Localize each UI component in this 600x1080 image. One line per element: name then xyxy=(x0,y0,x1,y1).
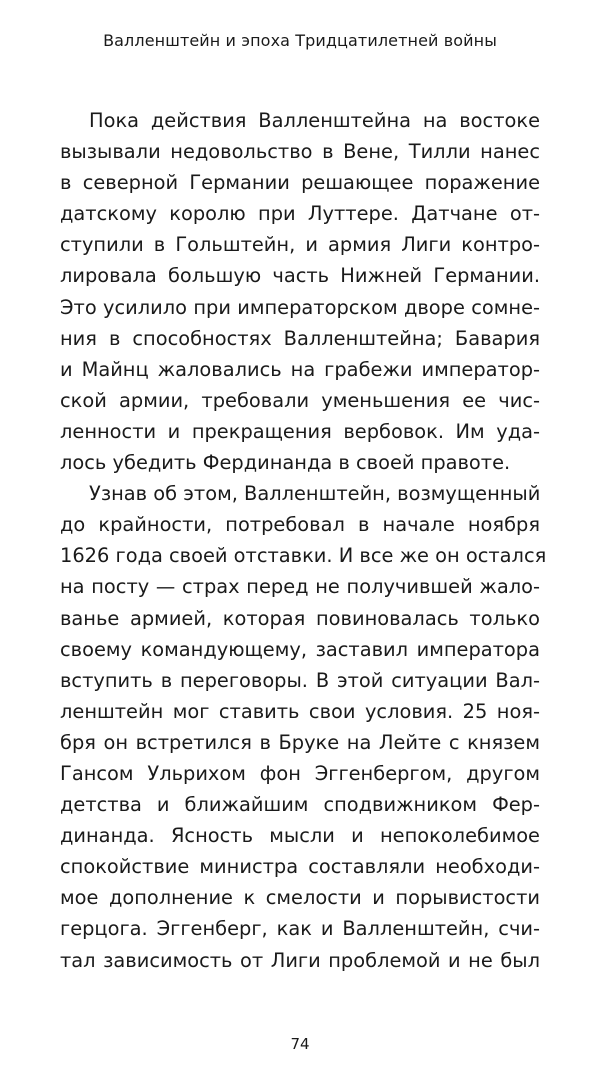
text-line: Это усилило при императорском дворе сомне- xyxy=(60,295,540,319)
text-line: до крайности, потребовал в начале ноября xyxy=(60,513,540,537)
text-line: ской армии, требовали уменьшения ее чис- xyxy=(60,388,540,412)
page-number: 74 xyxy=(290,1035,310,1053)
text-line: тал зависимость от Лиги проблемой и не был xyxy=(60,948,540,972)
text-line: ванье армией, которая повиновалась только xyxy=(60,606,540,630)
text-line: Пока действия Валленштейна на востоке xyxy=(89,109,540,132)
text-line: герцога. Эггенберг, как и Валленштейн, счи- xyxy=(60,917,540,941)
paragraph-1 xyxy=(60,105,540,478)
text-line: вступить в переговоры. В этой ситуации Вал- xyxy=(60,668,540,692)
text-line: бря он встретился в Бруке на Лейте с князем xyxy=(60,730,540,754)
text-line: Гансом Ульрихом фон Эггенбергом, другом xyxy=(60,761,540,785)
text-line: 1626 года своей отставки. И все же он остался xyxy=(60,544,547,568)
text-line: на посту — страх перед не получившей жало- xyxy=(60,575,540,599)
text-line: в северной Германии решающее поражение xyxy=(60,171,540,195)
text-line: ступили в Гольштейн, и армия Лиги контро- xyxy=(60,233,540,257)
text-line: детства и ближайшим сподвижником Фер- xyxy=(60,793,540,817)
text-line: Узнав об этом, Валленштейн, возмущенный xyxy=(89,482,541,506)
text-line: вызывали недовольство в Вене, Тилли нанес xyxy=(60,140,540,164)
paragraph-2 xyxy=(60,478,547,976)
text-line: ленштейн мог ставить свои условия. 25 ноя- xyxy=(60,699,540,723)
text-line: лось убедить Фердинанда в своей правоте. xyxy=(60,451,511,475)
text-line: спокойствие министра составляли необходи- xyxy=(60,855,540,879)
text-line: лировала большую часть Нижней Германии. xyxy=(60,264,540,288)
text-line: ленности и прекращения вербовок. Им уда- xyxy=(60,419,540,443)
text-line: ния в способностях Валленштейна; Бавария xyxy=(60,326,540,350)
text-line: и Майнц жаловались на грабежи император- xyxy=(60,357,540,381)
text-line: динанда. Ясность мысли и непоколебимое xyxy=(60,824,540,848)
text-line: датскому королю при Луттере. Датчане от- xyxy=(60,202,540,226)
running-header-title: Валленштейн и эпоха Тридцатилетней войны xyxy=(103,31,497,50)
text-line: своему командующему, заставил императора xyxy=(60,637,540,661)
text-line: мое дополнение к смелости и порывистости xyxy=(60,886,540,910)
body-text xyxy=(60,105,547,976)
